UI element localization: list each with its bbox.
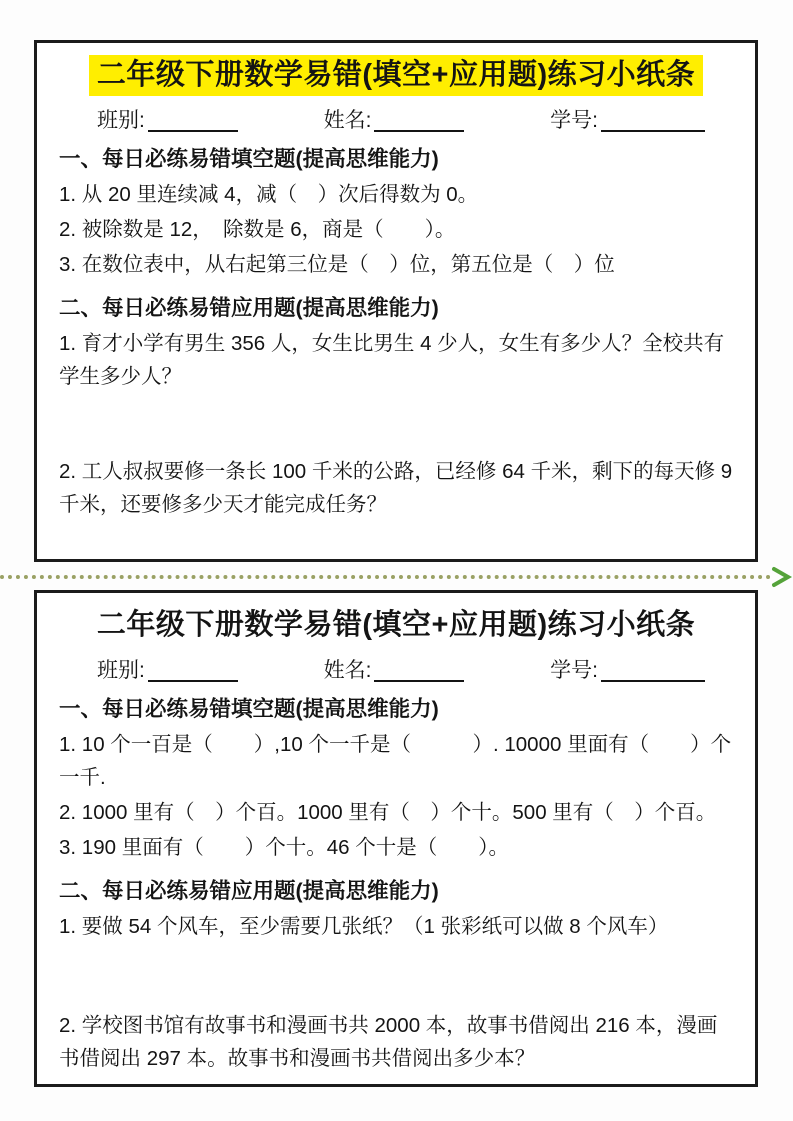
- question-item: 1. 育才小学有男生 356 人，女生比男生 4 少人，女生有多少人？全校共有学生多少人？: [59, 331, 725, 388]
- name-field-label: 姓名:: [323, 108, 372, 132]
- class-field: [97, 109, 238, 132]
- word-problem-section-heading: 二、每日必练易错应用题(提高思维能力): [59, 295, 439, 320]
- cut-line-dots: [0, 575, 771, 579]
- question-item: 3. 190 里面有（ ）个十。46 个十是（ ）。: [59, 835, 509, 859]
- name-field-label: 姓名:: [323, 658, 372, 682]
- class-write-line: [148, 110, 238, 132]
- answer-workspace: [59, 943, 733, 1007]
- fill-blank-section-heading: 一、每日必练易错填空题(提高思维能力): [59, 696, 439, 721]
- question-item: 2. 工人叔叔要修一条长 100 千米的公路，已经修 64 千米，剩下的每天修 9 千米，还要修多少天才能完成任务？: [59, 459, 733, 516]
- word-problem-section-heading: 二、每日必练易错应用题(提高思维能力): [59, 878, 439, 903]
- worksheet-title: 二年级下册数学易错(填空+应用题)练习小纸条: [96, 609, 696, 641]
- name-field: [324, 659, 465, 682]
- class-field-label: 班别:: [97, 658, 145, 682]
- question-item: 2. 被除数是 12， 除数是 6，商是（ ）。: [59, 217, 456, 241]
- word-problem-questions: [59, 327, 733, 521]
- worksheet-slip-1: [34, 40, 758, 562]
- question-item: 1. 要做 54 个风车，至少需要几张纸？（1 张彩纸可以做 8 个风车）: [59, 914, 669, 938]
- answer-workspace: [59, 393, 733, 453]
- cut-arrow-icon: [769, 566, 793, 588]
- name-write-line: [374, 110, 464, 132]
- class-write-line: [148, 660, 238, 682]
- fill-blank-questions: [59, 728, 733, 864]
- name-write-line: [374, 660, 464, 682]
- class-field-label: 班别:: [97, 108, 145, 132]
- student-info-row: [97, 109, 705, 132]
- word-problem-questions: [59, 910, 733, 1075]
- worksheet-title: 二年级下册数学易错(填空+应用题)练习小纸条: [89, 55, 703, 96]
- student-id-write-line: [601, 110, 705, 132]
- student-id-field-label: 学号:: [550, 658, 598, 682]
- student-id-field-label: 学号:: [550, 108, 598, 132]
- student-info-row: [97, 659, 705, 682]
- question-item: 2. 学校图书馆有故事书和漫画书共 2000 本，故事书借阅出 216 本，漫画书借阅出 297 本。故事书和漫画书共借阅出多少本？: [59, 1013, 718, 1070]
- worksheet-slip-2: [34, 590, 758, 1087]
- title-row: [59, 55, 733, 96]
- cut-line-separator: [0, 566, 793, 588]
- question-item: 3. 在数位表中，从右起第三位是（ ）位，第五位是（ ）位: [59, 252, 615, 276]
- fill-blank-section-heading: 一、每日必练易错填空题(提高思维能力): [59, 146, 439, 171]
- student-id-field: [550, 109, 705, 132]
- class-field: [97, 659, 238, 682]
- fill-blank-questions: [59, 178, 733, 281]
- title-row: [59, 605, 733, 646]
- name-field: [324, 109, 465, 132]
- question-item: 1. 从 20 里连续减 4，减（ ）次后得数为 0。: [59, 182, 479, 206]
- question-item: 2. 1000 里有（ ）个百。1000 里有（ ）个十。500 里有（ ）个百。: [59, 800, 717, 824]
- question-item: 1. 10 个一百是（ ）,10 个一千是（ ）. 10000 里面有（ ）个一千.: [59, 732, 732, 789]
- student-id-write-line: [601, 660, 705, 682]
- student-id-field: [550, 659, 705, 682]
